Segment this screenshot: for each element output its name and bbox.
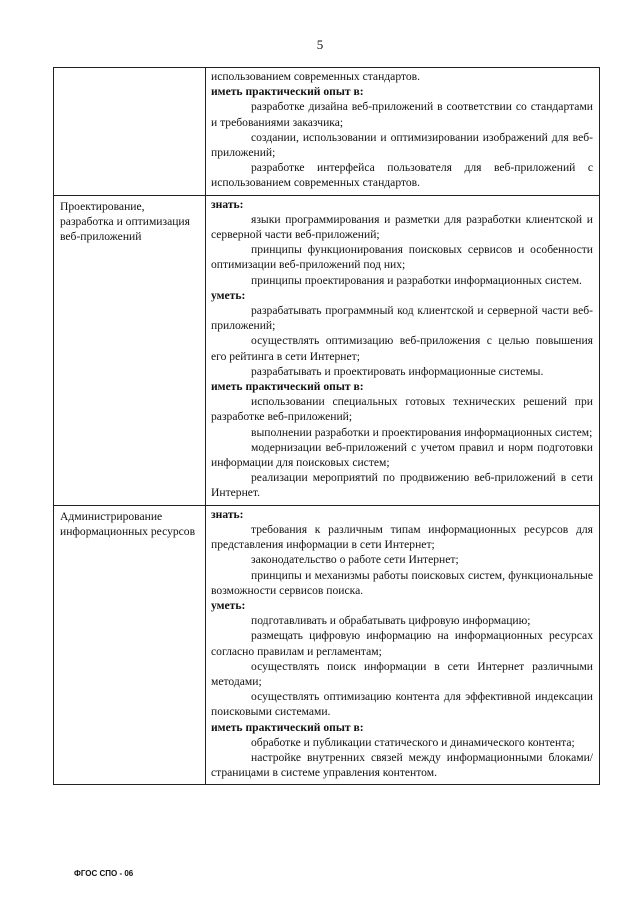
table-body bbox=[54, 68, 600, 785]
activity-area-cell: Проектирование, разработка и оптимизация веб-приложений bbox=[54, 195, 206, 505]
requirement-item: использованием современных стандартов. bbox=[211, 70, 421, 83]
requirement-item: разрабатывать и проектировать информационные системы. bbox=[251, 364, 544, 378]
requirement-item: принципы проектирования и разработки информационных систем. bbox=[251, 273, 582, 287]
requirement-item: реализации мероприятий по продвижению веб-приложений в сети Интернет. bbox=[211, 471, 593, 500]
requirement-item: принципы и механизмы работы поисковых систем, функциональные возможности сервисов поиска. bbox=[211, 568, 593, 597]
requirement-item: разрабатывать программный код клиентской и серверной части веб-приложений; bbox=[211, 304, 593, 333]
requirement-item: разработке дизайна веб-приложений в соответствии со стандартами и требованиями заказчика; bbox=[211, 100, 593, 129]
table-row bbox=[54, 505, 600, 785]
requirement-item: принципы функционирования поисковых сервисов и особенности оптимизации веб-приложений под них; bbox=[211, 243, 593, 272]
requirement-item: языки программирования и разметки для разработки клиентской и серверной части веб-приложений; bbox=[211, 212, 593, 242]
table-row bbox=[54, 68, 600, 196]
requirement-item: модернизации веб-приложений с учетом правил и норм подготовки информации для поисковых систем; bbox=[211, 440, 593, 470]
requirement-item: подготавливать и обрабатывать цифровую информацию; bbox=[251, 614, 531, 628]
activity-area-cell bbox=[54, 68, 206, 196]
requirement-item: использовании специальных готовых технических решений при разработке веб-приложений; bbox=[211, 395, 593, 424]
requirement-item: размещать цифровую информацию на информационных ресурсах согласно правилам и регламентам; bbox=[211, 629, 593, 658]
requirement-heading: иметь практический опыт в: bbox=[211, 85, 364, 99]
requirement-item: требования к различным типам информационных ресурсов для представления информации в сети Интернет; bbox=[211, 522, 593, 552]
requirement-item: обработке и публикации статического и динамического контента; bbox=[251, 735, 575, 749]
requirement-item: осуществлять оптимизацию веб-приложения с целью повышения его рейтинга в сети Интернет; bbox=[211, 334, 593, 363]
requirement-item: осуществлять оптимизацию контента для эффективной индексации поисковыми системами. bbox=[211, 690, 593, 719]
requirement-item: разработке интерфейса пользователя для веб-приложений с использованием современных стандартов. bbox=[211, 161, 593, 190]
table-row bbox=[54, 195, 600, 505]
requirement-item: выполнении разработки и проектирования информационных систем; bbox=[251, 425, 593, 439]
requirement-item: осуществлять поиск информации в сети Интернет различными методами; bbox=[211, 659, 593, 688]
activity-area-cell: Администрирование информационных ресурсов bbox=[54, 505, 206, 785]
requirement-heading: уметь: bbox=[211, 598, 246, 612]
requirement-heading: уметь: bbox=[211, 288, 246, 302]
requirements-cell bbox=[206, 195, 600, 505]
requirement-heading: иметь практический опыт в: bbox=[211, 720, 364, 734]
requirement-heading: иметь практический опыт в: bbox=[211, 380, 364, 394]
requirement-heading: знать: bbox=[211, 197, 244, 211]
footer-code: ФГОС СПО - 06 bbox=[74, 869, 134, 878]
requirement-item: законодательство о работе сети Интернет; bbox=[251, 553, 459, 567]
requirement-item: создании, использовании и оптимизировании изображений для веб-приложений; bbox=[211, 130, 593, 160]
requirements-cell bbox=[206, 68, 600, 196]
page-number: 5 bbox=[316, 37, 324, 52]
requirements-cell bbox=[206, 505, 600, 785]
requirement-heading: знать: bbox=[211, 507, 244, 521]
requirement-item: настройке внутренних связей между информационными блоками/ страницами в системе управления контентом. bbox=[211, 750, 593, 780]
standard-table bbox=[53, 67, 600, 785]
